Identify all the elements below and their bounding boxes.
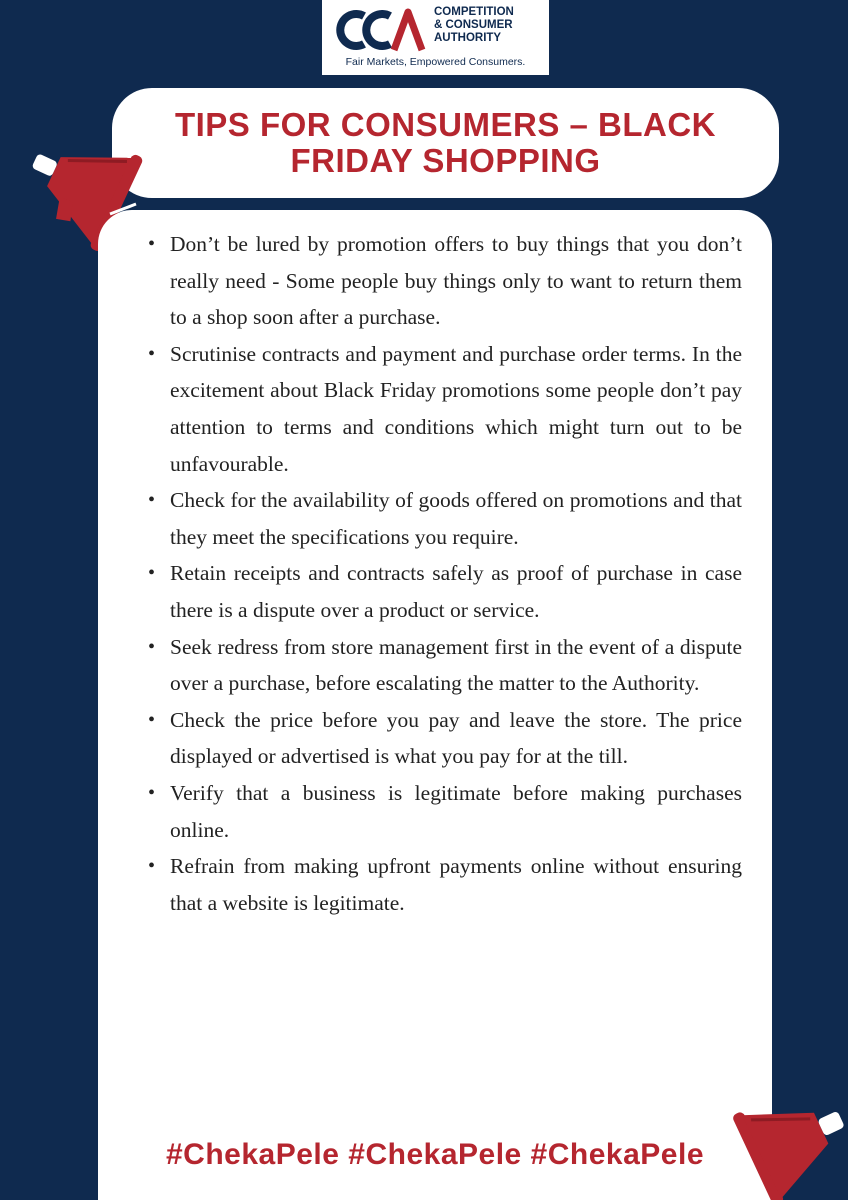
list-item: • Refrain from making upfront payments online without ensuring that a website is legitimate. (148, 854, 742, 915)
list-item: • Check for the availability of goods offered on promotions and that they meet the specifications you require. (148, 488, 742, 549)
logo-name-line2: & CONSUMER (434, 19, 513, 31)
list-item: • Check the price before you pay and leave the store. The price displayed or advertised is what you pay for at the till. (148, 707, 742, 769)
list-item: • Verify that a business is legitimate before making purchases online. (148, 780, 742, 842)
tips-card (98, 210, 772, 1200)
logo-tagline: Fair Markets, Empowered Consumers. (345, 56, 526, 68)
tip-text: Refrain from making upfront payments online without ensuring that a website is legitimate. (170, 854, 742, 915)
tip-text: Seek redress from store management first in the event of a dispute over a purchase, before escalating the matter to the Authority. (170, 634, 742, 696)
megaphone-icon (708, 1060, 848, 1200)
list-item: • Don’t be lured by promotion offers to buy things that you don’t really need - Some people buy things only to want to return them to a shop soon after a purchase. (148, 232, 742, 330)
tip-text: Scrutinise contracts and payment and purchase order terms. In the excitement about Black Friday promotions some people don’t pay attention to terms and conditions which might turn out to be unfavourable. (170, 341, 742, 476)
list-item: • Retain receipts and contracts safely as proof of purchase in case there is a dispute over a product or service. (148, 561, 742, 622)
tip-text: Check for the availability of goods offered on promotions and that they meet the specifications you require. (170, 488, 742, 549)
tips-list (148, 226, 742, 921)
hashtags: #ChekaPele #ChekaPele #ChekaPele (166, 1138, 704, 1171)
tip-text: Retain receipts and contracts safely as proof of purchase in case there is a dispute over a product or service. (170, 561, 742, 622)
page-title: TIPS FOR CONSUMERS – BLACK FRIDAY SHOPPING (174, 106, 717, 179)
title-banner (112, 88, 779, 198)
list-item: • Seek redress from store management first in the event of a dispute over a purchase, before escalating the matter to the Authority. (148, 634, 742, 696)
tip-text: Verify that a business is legitimate before making purchases online. (170, 780, 742, 842)
logo-name-line1: COMPETITION (434, 6, 514, 18)
logo-name (434, 6, 546, 45)
tip-text: Don’t be lured by promotion offers to buy things that you don’t really need - Some people buy things only to want to return them to a shop soon after a purchase. (170, 232, 742, 330)
list-item: • Scrutinise contracts and payment and purchase order terms. In the excitement about Black Friday promotions some people don’t pay attention to terms and conditions which might turn out to be unfavourable. (148, 341, 742, 476)
cca-logo-mark (330, 6, 430, 54)
tip-text: Check the price before you pay and leave the store. The price displayed or advertised is what you pay for at the till. (170, 707, 742, 769)
logo (322, 0, 549, 75)
logo-name-line3: AUTHORITY (434, 32, 502, 44)
